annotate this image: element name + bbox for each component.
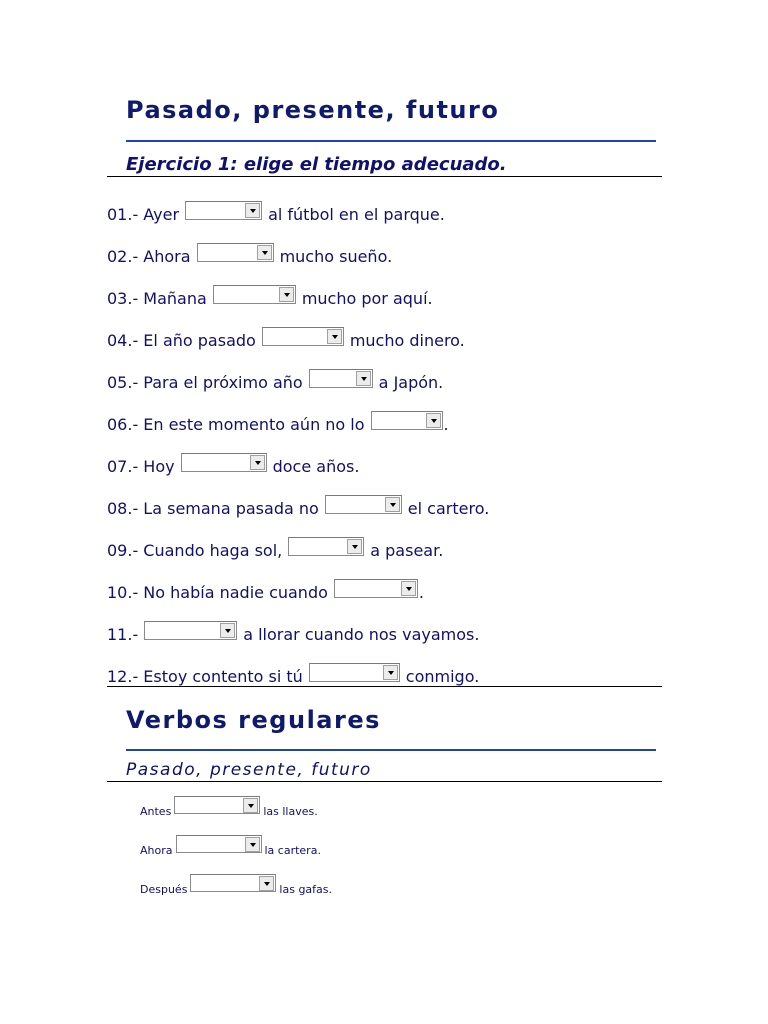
exercise-item-4 <box>107 327 465 351</box>
verb-item-1 <box>140 796 318 818</box>
section1-bottom-rule <box>107 686 662 687</box>
answer-select[interactable] <box>309 369 373 388</box>
item-prompt: 09.- Cuando haga sol, <box>107 541 283 560</box>
exercise-item-7 <box>107 453 359 477</box>
answer-select[interactable] <box>325 495 402 514</box>
answer-select[interactable] <box>185 201 262 220</box>
chevron-down-icon[interactable] <box>383 665 398 680</box>
item-suffix: las gafas. <box>279 883 333 896</box>
item-prompt: 11.- <box>107 625 139 644</box>
answer-select[interactable] <box>197 243 274 262</box>
chevron-down-icon[interactable] <box>259 876 274 891</box>
item-prompt: 03.- Mañana <box>107 289 207 308</box>
item-prompt: 02.- Ahora <box>107 247 191 266</box>
chevron-down-icon[interactable] <box>356 371 371 386</box>
item-suffix: conmigo. <box>405 667 480 686</box>
exercise-item-3 <box>107 285 433 309</box>
item-prompt: 05.- Para el próximo año <box>107 373 303 392</box>
exercise-item-11 <box>107 621 479 645</box>
answer-select[interactable] <box>309 663 400 682</box>
item-prompt: 12.- Estoy contento si tú <box>107 667 303 686</box>
chevron-down-icon[interactable] <box>279 287 294 302</box>
section-subtitle: Pasado, presente, futuro <box>126 760 372 780</box>
answer-select[interactable] <box>262 327 344 346</box>
exercise-item-5 <box>107 369 443 393</box>
title-underline <box>126 140 656 142</box>
answer-select[interactable] <box>144 621 237 640</box>
chevron-down-icon[interactable] <box>220 623 235 638</box>
item-suffix: mucho sueño. <box>279 247 393 266</box>
chevron-down-icon[interactable] <box>327 329 342 344</box>
item-suffix: . <box>418 583 424 602</box>
item-suffix: las llaves. <box>263 805 318 818</box>
exercise-rule <box>107 176 662 177</box>
section-title-underline <box>126 749 656 751</box>
section-title: Verbos regulares <box>126 706 381 734</box>
exercise-item-12 <box>107 663 479 687</box>
answer-select[interactable] <box>213 285 296 304</box>
item-suffix: a pasear. <box>370 541 444 560</box>
item-prompt: Después <box>140 883 188 896</box>
item-suffix: el cartero. <box>407 499 490 518</box>
item-prompt: 07.- Hoy <box>107 457 175 476</box>
item-suffix: mucho dinero. <box>349 331 465 350</box>
item-prompt: 10.- No había nadie cuando <box>107 583 328 602</box>
item-suffix: mucho por aquí. <box>301 289 433 308</box>
subtitle-rule <box>107 781 662 782</box>
chevron-down-icon[interactable] <box>245 837 260 852</box>
chevron-down-icon[interactable] <box>250 455 265 470</box>
answer-select[interactable] <box>334 579 418 598</box>
answer-select[interactable] <box>288 537 364 556</box>
chevron-down-icon[interactable] <box>401 581 416 596</box>
exercise-item-6 <box>107 411 449 435</box>
item-prompt: Ahora <box>140 844 173 857</box>
chevron-down-icon[interactable] <box>385 497 400 512</box>
chevron-down-icon[interactable] <box>257 245 272 260</box>
item-suffix: . <box>443 415 449 434</box>
item-suffix: doce años. <box>272 457 360 476</box>
exercise-item-9 <box>107 537 443 561</box>
exercise-item-10 <box>107 579 424 603</box>
verb-item-3 <box>140 874 332 896</box>
item-suffix: al fútbol en el parque. <box>268 205 445 224</box>
answer-select[interactable] <box>181 453 267 472</box>
chevron-down-icon[interactable] <box>245 203 260 218</box>
exercise-title: Ejercicio 1: elige el tiempo adecuado. <box>126 154 507 175</box>
answer-select[interactable] <box>371 411 443 430</box>
exercise-item-8 <box>107 495 489 519</box>
chevron-down-icon[interactable] <box>347 539 362 554</box>
page-title: Pasado, presente, futuro <box>126 96 500 124</box>
item-suffix: a llorar cuando nos vayamos. <box>243 625 480 644</box>
item-prompt: 01.- Ayer <box>107 205 180 224</box>
item-prompt: 08.- La semana pasada no <box>107 499 319 518</box>
answer-select[interactable] <box>174 796 260 814</box>
answer-select[interactable] <box>190 874 276 892</box>
item-prompt: 04.- El año pasado <box>107 331 256 350</box>
exercise-item-1 <box>107 201 445 225</box>
item-prompt: Antes <box>140 805 172 818</box>
item-suffix: la cartera. <box>264 844 321 857</box>
chevron-down-icon[interactable] <box>243 798 258 813</box>
verb-item-2 <box>140 835 321 857</box>
item-suffix: a Japón. <box>378 373 444 392</box>
exercise-item-2 <box>107 243 392 267</box>
answer-select[interactable] <box>176 835 262 853</box>
chevron-down-icon[interactable] <box>426 413 441 428</box>
item-prompt: 06.- En este momento aún no lo <box>107 415 365 434</box>
